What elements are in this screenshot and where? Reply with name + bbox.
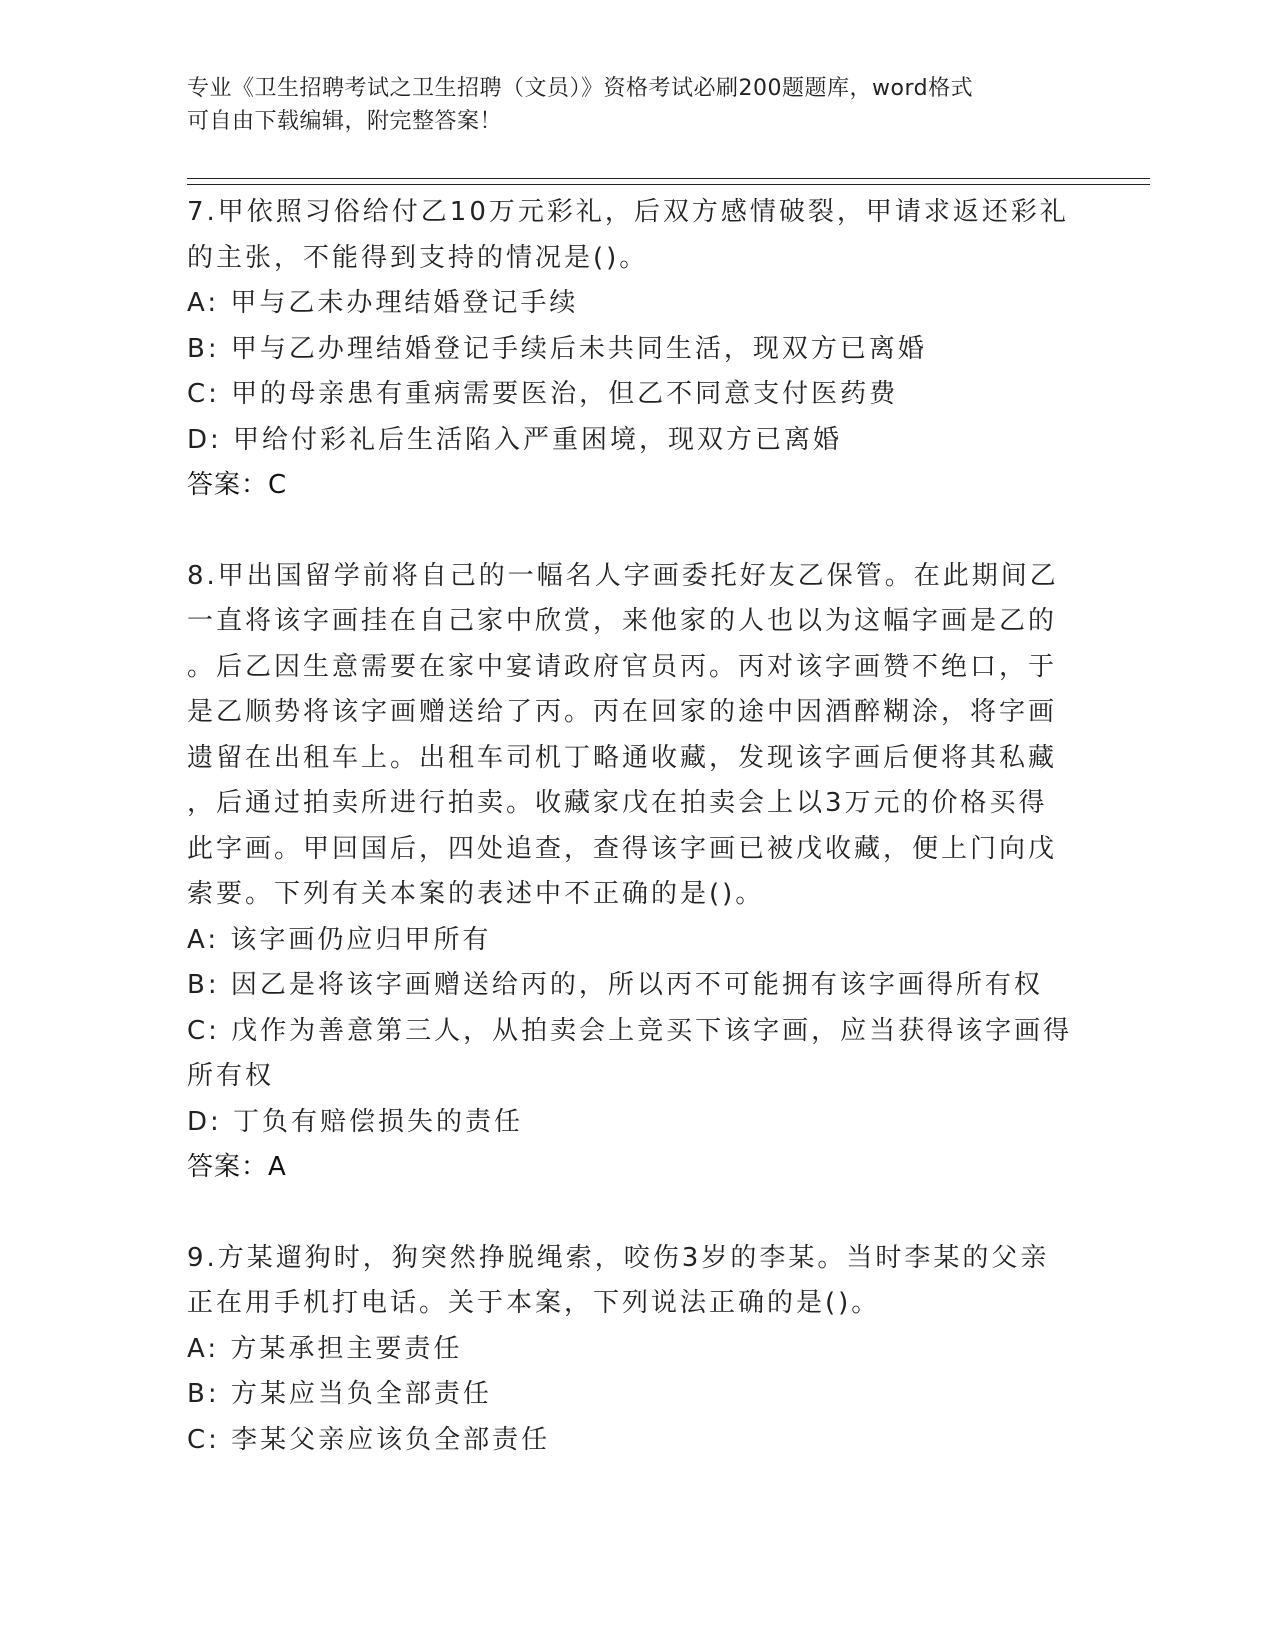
question-8-option-d: D: 丁负有赔偿损失的责任 [187,1106,524,1137]
question-8-stem-line-7: 此字画。甲回国后，四处追查，查得该字画已被戊收藏，便上门向戊 [187,833,1058,864]
document-header [187,72,1067,138]
question-8-stem-line-5: 遗留在出租车上。出租车司机丁略通收藏，发现该字画后便将其私藏 [187,742,1058,773]
question-8-stem-line-2: 一直将该字画挂在自己家中欣赏，来他家的人也以为这幅字画是乙的 [187,606,1058,636]
question-8-answer: 答案：A [187,1152,287,1182]
question-7-option-b: B: 甲与乙办理结婚登记手续后未共同生活，现双方已离婚 [187,333,927,364]
question-list [187,190,1087,1463]
header-title-line-1: 专业《卫生招聘考试之卫生招聘（文员）》资格考试必刷200题题库，word格式 [187,76,974,101]
question-9-stem-line-2: 正在用手机打电话。关于本案，下列说法正确的是()。 [187,1288,881,1318]
question-9-option-b: B: 方某应当负全部责任 [187,1379,492,1409]
question-7-stem-line-2: 的主张，不能得到支持的情况是()。 [187,242,649,273]
question-8-option-c: C: 戊作为善意第三人，从拍卖会上竞买下该字画，应当获得该字画得 [187,1015,1073,1046]
question-7 [187,190,1087,509]
question-8-stem-line-8: 索要。下列有关本案的表述中不正确的是()。 [187,879,765,909]
question-9-option-c: C: 李某父亲应该负全部责任 [187,1424,551,1455]
question-9-stem-line-1: 9.方某遛狗时，狗突然挣脱绳索，咬伤3岁的李某。当时李某的父亲 [187,1242,1050,1273]
question-spacer [187,1191,1087,1236]
question-7-stem-line-1: 7.甲依照习俗给付乙10万元彩礼，后双方感情破裂，甲请求返还彩礼 [187,197,1069,227]
question-7-option-a: A: 甲与乙未办理结婚登记手续 [187,288,579,318]
header-divider-bottom [187,184,1150,185]
question-8-stem-line-4: 是乙顺势将该字画赠送给了丙。丙在回家的途中因酒醉糊涂，将字画 [187,697,1058,727]
question-spacer [187,509,1087,554]
question-8-option-a: A: 该字画仍应归甲所有 [187,924,492,955]
question-8-stem-line-6: ，后通过拍卖所进行拍卖。收藏家戊在拍卖会上以3万元的价格买得 [187,788,1048,818]
question-8-option-c-continued: 所有权 [187,1061,275,1091]
question-7-answer: 答案：C [187,470,288,500]
question-8-stem-line-1: 8.甲出国留学前将自己的一幅名人字画委托好友乙保管。在此期间乙 [187,560,1059,591]
question-7-option-d: D: 甲给付彩礼后生活陷入严重困境，现双方已离婚 [187,424,843,455]
question-8-option-b: B: 因乙是将该字画赠送给丙的，所以丙不可能拥有该字画得所有权 [187,970,1043,1000]
question-7-option-c: C: 甲的母亲患有重病需要医治，但乙不同意支付医药费 [187,379,899,409]
question-8 [187,554,1087,1191]
question-9 [187,1236,1087,1464]
question-8-stem-line-3: 。后乙因生意需要在家中宴请政府官员丙。丙对该字画赞不绝口，于 [187,651,1058,682]
question-9-option-a: A: 方某承担主要责任 [187,1333,463,1364]
header-title-line-2: 可自由下载编辑，附完整答案！ [187,109,503,134]
header-divider-top [187,178,1150,179]
